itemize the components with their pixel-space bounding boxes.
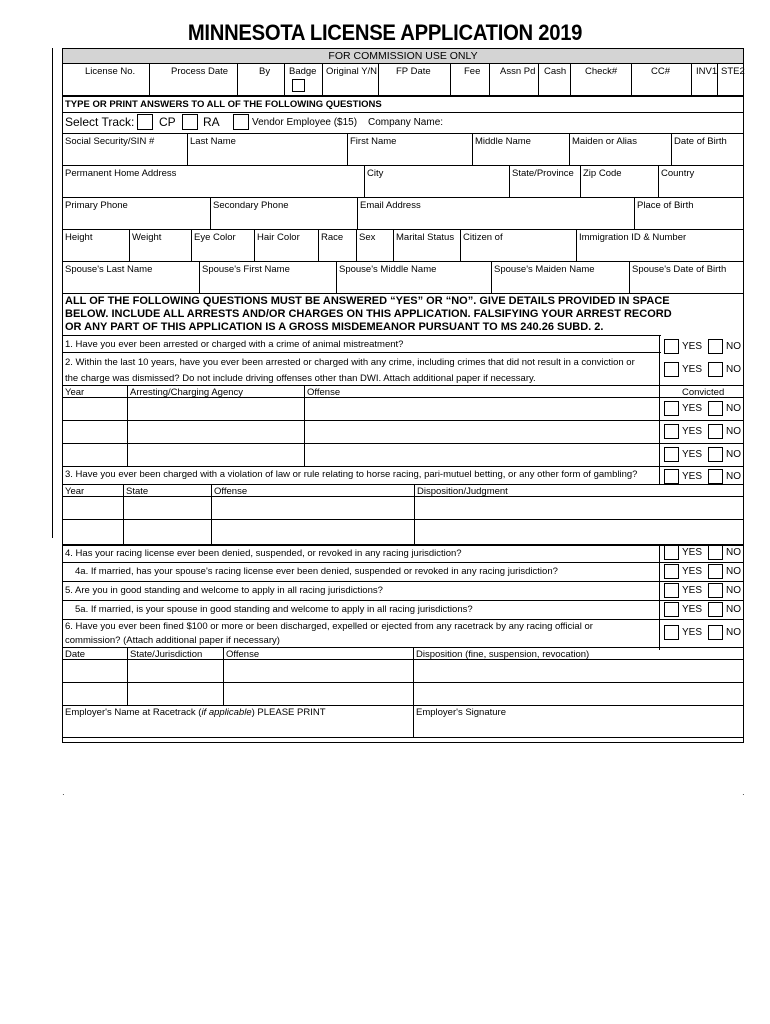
convicted-3-yes-checkbox[interactable] xyxy=(664,447,679,462)
q4a-yes-label: YES xyxy=(682,566,703,577)
q6-no-checkbox[interactable] xyxy=(708,625,723,640)
q4a-yes-checkbox[interactable] xyxy=(664,564,679,579)
question-2-line-2: the charge was dismissed? Do not include driving offenses other than DWI. Attach additional paper if necessary. xyxy=(65,373,536,384)
convicted-3-no-label: NO xyxy=(726,449,741,460)
q4-yes-checkbox[interactable] xyxy=(664,545,679,560)
q3-disposition-header: Disposition/Judgment xyxy=(417,486,508,497)
inv1-label: INV1 xyxy=(696,66,718,77)
q6-state-header: State/Jurisdiction xyxy=(130,649,203,660)
city-label: City xyxy=(367,168,384,179)
margin-line xyxy=(52,48,53,538)
fp-date-label: FP Date xyxy=(396,66,431,77)
company-name-label: Company Name: xyxy=(368,117,444,128)
spouse-first-name-label: Spouse's First Name xyxy=(202,264,290,275)
convicted-2-no-checkbox[interactable] xyxy=(708,424,723,439)
country-label: Country xyxy=(661,168,695,179)
question-6-line-1: 6. Have you ever been fined $100 or more or been discharged, expelled or ejected from any racetrack by any racing official or xyxy=(65,621,593,632)
first-name-label: First Name xyxy=(350,136,397,147)
q4-yes-label: YES xyxy=(682,547,703,558)
cp-label: CP xyxy=(159,115,176,129)
original-label: Original Y/N xyxy=(326,66,378,77)
page-title: MINNESOTA LICENSE APPLICATION 2019 xyxy=(187,20,583,45)
zip-label: Zip Code xyxy=(583,168,622,179)
q1-no-label: NO xyxy=(726,341,741,352)
ra-label: RA xyxy=(203,115,220,129)
cp-checkbox[interactable] xyxy=(137,114,153,130)
eye-color-label: Eye Color xyxy=(194,232,236,243)
ste2-label: STE2 xyxy=(721,66,745,77)
question-3: 3. Have you ever been charged with a violation of law or rule relating to horse racing, pari-mutuel betting, or any other form of gambling? xyxy=(65,469,638,480)
assn-pd-label: Assn Pd xyxy=(500,66,536,77)
q6-disposition-header: Disposition (fine, suspension, revocation) xyxy=(416,649,590,660)
q4a-no-label: NO xyxy=(726,566,741,577)
question-4: 4. Has your racing license ever been denied, suspended, or revoked in any racing jurisdiction? xyxy=(65,548,462,559)
q5a-no-label: NO xyxy=(726,604,741,615)
select-track-label: Select Track: xyxy=(65,115,135,129)
hair-color-label: Hair Color xyxy=(257,232,300,243)
question-4a: 4a. If married, has your spouse's racing license ever been denied, suspended or revoked in any racing jurisdiction? xyxy=(75,566,558,577)
question-2-line-1: 2. Within the last 10 years, have you ever been arrested or charged with any crime, including crimes that did not result in a conviction or xyxy=(65,357,635,368)
q2-agency-header: Arresting/Charging Agency xyxy=(130,387,244,398)
question-6-line-2: commission? (Attach additional paper if necessary) xyxy=(65,635,280,646)
q5-yes-label: YES xyxy=(682,585,703,596)
q2-no-checkbox[interactable] xyxy=(708,362,723,377)
q3-yes-label: YES xyxy=(682,471,703,482)
badge-label: Badge xyxy=(289,66,317,77)
q3-yes-checkbox[interactable] xyxy=(664,469,679,484)
sex-label: Sex xyxy=(359,232,376,243)
q6-yes-label: YES xyxy=(682,627,703,638)
warning-line-3: OR ANY PART OF THIS APPLICATION IS A GROSS MISDEMEANOR PURSUANT TO MS 240.26 SUBD. 2. xyxy=(65,321,604,333)
ra-checkbox[interactable] xyxy=(182,114,198,130)
warning-line-2: BELOW. INCLUDE ALL ARRESTS AND/OR CHARGES ON THIS APPLICATION. FALSIFYING YOUR ARREST RECORD xyxy=(65,308,672,320)
q5a-no-checkbox[interactable] xyxy=(708,602,723,617)
q1-yes-checkbox[interactable] xyxy=(664,339,679,354)
citizen-label: Citizen of xyxy=(463,232,503,243)
home-address-label: Permanent Home Address xyxy=(65,168,177,179)
q3-offense-header: Offense xyxy=(214,486,248,497)
race-label: Race xyxy=(321,232,344,243)
q5-yes-checkbox[interactable] xyxy=(664,583,679,598)
spouse-maiden-name-label: Spouse's Maiden Name xyxy=(494,264,595,275)
secondary-phone-label: Secondary Phone xyxy=(213,200,289,211)
q4-no-label: NO xyxy=(726,547,741,558)
state-label: State/Province xyxy=(512,168,574,179)
convicted-1-no-label: NO xyxy=(726,403,741,414)
employer-name-label: Employer's Name at Racetrack (if applicable) PLEASE PRINT xyxy=(65,707,326,718)
convicted-2-no-label: NO xyxy=(726,426,741,437)
q1-no-checkbox[interactable] xyxy=(708,339,723,354)
convicted-1-yes-checkbox[interactable] xyxy=(664,401,679,416)
place-of-birth-label: Place of Birth xyxy=(637,200,694,211)
convicted-3-no-checkbox[interactable] xyxy=(708,447,723,462)
convicted-2-yes-label: YES xyxy=(682,426,703,437)
commission-header: FOR COMMISSION USE ONLY xyxy=(328,50,478,62)
q3-no-checkbox[interactable] xyxy=(708,469,723,484)
q6-date-header: Date xyxy=(65,649,86,660)
primary-phone-label: Primary Phone xyxy=(65,200,128,211)
cash-label: Cash xyxy=(544,66,567,77)
question-5: 5. Are you in good standing and welcome to apply in all racing jurisdictions? xyxy=(65,585,383,596)
divider xyxy=(63,63,743,64)
q5-no-checkbox[interactable] xyxy=(708,583,723,598)
warning-line-1: ALL OF THE FOLLOWING QUESTIONS MUST BE ANSWERED “YES” OR “NO”. GIVE DETAILS PROVIDED IN SPACE xyxy=(65,295,670,307)
license-no-label: License No. xyxy=(85,66,136,77)
q5-no-label: NO xyxy=(726,585,741,596)
corner-mark-right: · xyxy=(742,790,745,799)
weight-label: Weight xyxy=(132,232,162,243)
convicted-3-yes-label: YES xyxy=(682,449,703,460)
q3-state-header: State xyxy=(126,486,149,497)
check-label: Check# xyxy=(585,66,618,77)
q5a-yes-label: YES xyxy=(682,604,703,615)
convicted-1-no-checkbox[interactable] xyxy=(708,401,723,416)
marital-status-label: Marital Status xyxy=(396,232,455,243)
vendor-checkbox[interactable] xyxy=(233,114,249,130)
spouse-middle-name-label: Spouse's Middle Name xyxy=(339,264,437,275)
vendor-label: Vendor Employee ($15) xyxy=(252,117,358,128)
process-date-label: Process Date xyxy=(171,66,229,77)
q2-offense-header: Offense xyxy=(307,387,341,398)
email-label: Email Address xyxy=(360,200,421,211)
q2-yes-checkbox[interactable] xyxy=(664,362,679,377)
q3-year-header: Year xyxy=(65,486,85,497)
last-name-label: Last Name xyxy=(190,136,236,147)
q2-no-label: NO xyxy=(726,364,741,375)
application-form xyxy=(62,48,744,743)
instructions: TYPE OR PRINT ANSWERS TO ALL OF THE FOLLOWING QUESTIONS xyxy=(65,99,382,110)
q1-yes-label: YES xyxy=(682,341,703,352)
q3-no-label: NO xyxy=(726,471,741,482)
cc-label: CC# xyxy=(651,66,671,77)
middle-name-label: Middle Name xyxy=(475,136,531,147)
spouse-last-name-label: Spouse's Last Name xyxy=(65,264,153,275)
q6-no-label: NO xyxy=(726,627,741,638)
q6-yes-checkbox[interactable] xyxy=(664,625,679,640)
ssn-label: Social Security/SIN # xyxy=(65,136,155,147)
spouse-dob-label: Spouse's Date of Birth xyxy=(632,264,727,275)
fee-label: Fee xyxy=(464,66,481,77)
by-label: By xyxy=(259,66,271,77)
question-5a: 5a. If married, is your spouse in good standing and welcome to apply in all racing jurisdictions? xyxy=(75,604,473,615)
maiden-label: Maiden or Alias xyxy=(572,136,637,147)
q5a-yes-checkbox[interactable] xyxy=(664,602,679,617)
convicted-1-yes-label: YES xyxy=(682,403,703,414)
q4a-no-checkbox[interactable] xyxy=(708,564,723,579)
q4-no-checkbox[interactable] xyxy=(708,545,723,560)
q6-offense-header: Offense xyxy=(226,649,260,660)
corner-mark-left: · xyxy=(62,790,65,799)
convicted-2-yes-checkbox[interactable] xyxy=(664,424,679,439)
q2-year-header: Year xyxy=(65,387,85,398)
convicted-header: Convicted xyxy=(682,387,725,398)
q2-yes-label: YES xyxy=(682,364,703,375)
question-1: 1. Have you ever been arrested or charged with a crime of animal mistreatment? xyxy=(65,339,404,350)
dob-label: Date of Birth xyxy=(674,136,727,147)
height-label: Height xyxy=(65,232,93,243)
employer-signature-label: Employer's Signature xyxy=(416,707,506,718)
immigration-label: Immigration ID & Number xyxy=(579,232,687,243)
badge-checkbox[interactable] xyxy=(292,79,305,92)
